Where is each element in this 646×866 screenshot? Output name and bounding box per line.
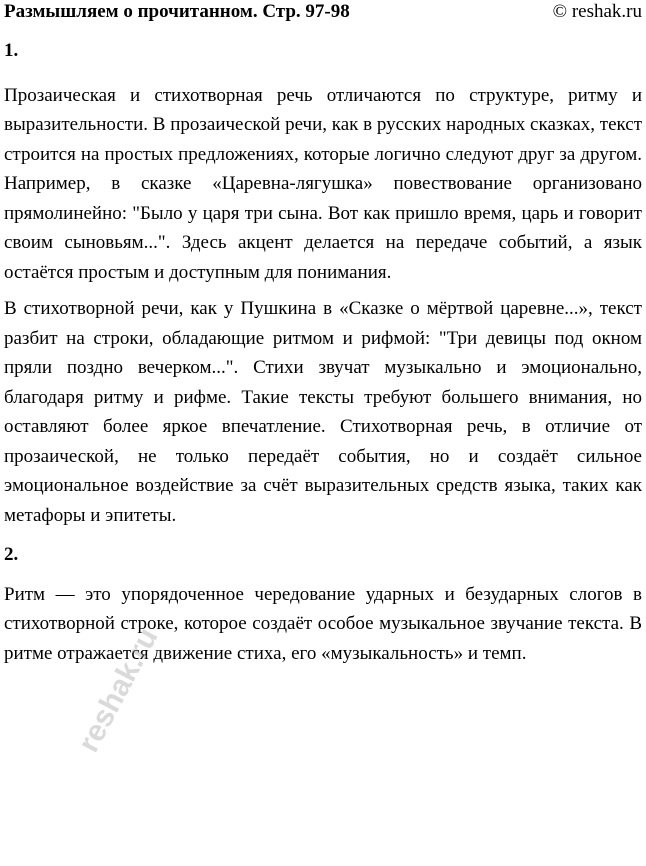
source-label: © reshak.ru	[552, 1, 642, 22]
page-title: Размышляем о прочитанном. Стр. 97-98	[4, 1, 350, 22]
answer-1-paragraph-1: Прозаическая и стихотворная речь отличаются по структуре, ритму и выразительности. В прозаической речи, как в русских народных сказках, текст строится на простых предложениях, которые логично следуют друг за другом. Например, в сказке «Царевна-лягушка» повествование организовано прямолинейно: "Было у царя три сына. Вот как пришло время, царь и говорит своим сыновьям...". Здесь акцент делается на передаче событий, а язык остаётся простым и доступным для понимания.	[4, 84, 642, 283]
watermark: reshak.ru	[72, 622, 165, 758]
question-number-1: 1.	[4, 40, 19, 61]
answer-content	[4, 36, 642, 675]
page-header	[4, 0, 642, 24]
question-number-2: 2.	[4, 544, 19, 565]
answer-2-paragraph-1: Ритм — это упорядоченное чередование ударных и безударных слогов в стихотворной строке, которое создаёт особое музыкальное звучание текста. В ритме отражается движение стиха, его «музыкальность» и темп.	[4, 583, 642, 664]
answer-1-paragraph-2: В стихотворной речи, как у Пушкина в «Сказке о мёртвой царевне...», текст разбит на строки, обладающие ритмом и рифмой: "Три девицы под окном пряли поздно вечерком...". Стихи звучат музыкально и эмоционально, благодаря ритму и рифме. Такие тексты требуют большего внимания, но оставляют более яркое впечатление. Стихотворная речь, в отличие от прозаической, не только передаёт события, но и создаёт сильное эмоциональное воздействие за счёт выразительных средств языка, таких как метафоры и эпитеты.	[4, 298, 642, 526]
